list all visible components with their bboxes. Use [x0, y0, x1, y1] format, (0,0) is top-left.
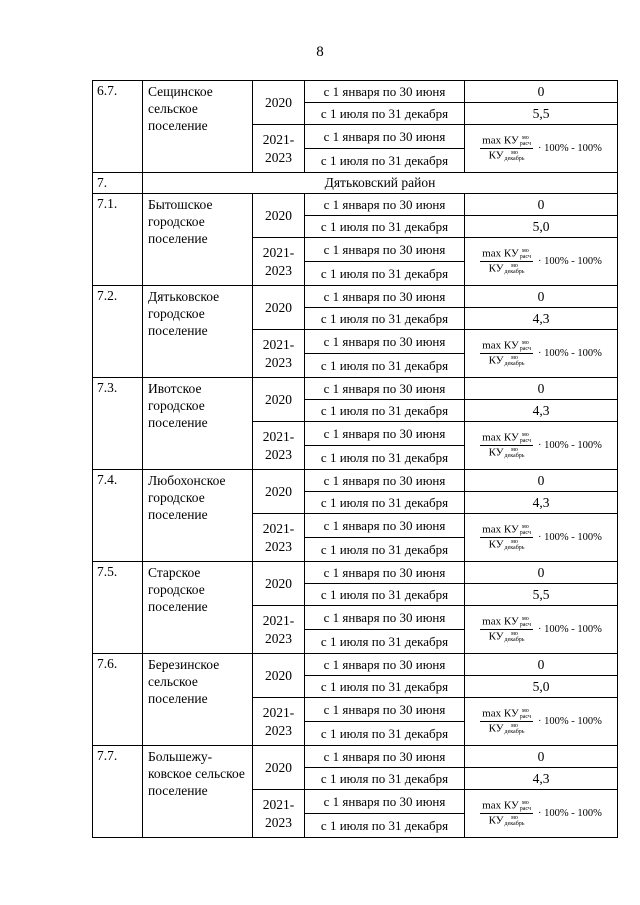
period-h1: с 1 января по 30 июня — [305, 514, 465, 538]
formula-sub: декабрь — [504, 156, 525, 162]
formula-fraction — [480, 135, 533, 162]
period-h1: с 1 января по 30 июня — [305, 125, 465, 149]
formula-cell — [465, 422, 618, 470]
formula-sup: мо — [521, 135, 529, 141]
period-h1: с 1 января по 30 июня — [305, 286, 465, 308]
formula-cell — [465, 330, 618, 378]
formula-indices — [505, 355, 525, 367]
value-h1: 0 — [465, 286, 618, 308]
formula-sub: расч — [519, 622, 531, 628]
formula-indices — [505, 723, 525, 735]
formula-sup: мо — [511, 150, 518, 156]
value-h1: 0 — [465, 470, 618, 492]
formula-max: max — [482, 134, 502, 147]
year-2020: 2020 — [253, 746, 305, 790]
formula-tail: · 100% - 100% — [537, 532, 602, 543]
formula-sub: декабрь — [504, 821, 525, 827]
year-2020: 2020 — [253, 378, 305, 422]
formula-numerator — [480, 135, 533, 149]
formula-cell — [465, 606, 618, 654]
year-2021-2023: 2021-2023 — [253, 606, 305, 654]
formula-indices — [520, 248, 531, 260]
settlement-number: 7.3. — [93, 378, 143, 470]
settlement-name: Ивотское городское поселение — [143, 378, 253, 470]
index-formula — [465, 520, 617, 555]
formula-denominator — [489, 262, 525, 275]
value-h2: 4,3 — [465, 492, 618, 514]
settlement-name: Старское городское поселение — [143, 562, 253, 654]
formula-indices — [505, 815, 525, 827]
formula-indices — [505, 263, 525, 275]
formula-tail: · 100% - 100% — [537, 808, 602, 819]
year-2020: 2020 — [253, 194, 305, 238]
period-h1: с 1 января по 30 июня — [305, 698, 465, 722]
period-h2: с 1 июля по 31 декабря — [305, 584, 465, 606]
settlement-name: Любохонское городское поселение — [143, 470, 253, 562]
formula-numerator — [480, 800, 533, 814]
index-formula — [465, 704, 617, 739]
formula-fraction — [480, 708, 533, 735]
period-h1: с 1 января по 30 июня — [305, 194, 465, 216]
formula-cell — [465, 238, 618, 286]
formula-sub: расч — [519, 806, 531, 812]
formula-fraction — [480, 432, 533, 459]
formula-sup: мо — [511, 815, 518, 821]
year-2021-2023: 2021-2023 — [253, 514, 305, 562]
district-name: Дятьковский район — [143, 173, 618, 194]
formula-sup: мо — [511, 447, 518, 453]
formula-fraction — [480, 800, 533, 827]
formula-ku: КУ — [503, 339, 519, 352]
formula-tail: · 100% - 100% — [537, 716, 602, 727]
period-h2: с 1 июля по 31 декабря — [305, 400, 465, 422]
formula-sup: мо — [521, 432, 529, 438]
formula-indices — [520, 524, 531, 536]
formula-sup: мо — [511, 263, 518, 269]
value-h2: 4,3 — [465, 768, 618, 790]
formula-denominator — [489, 149, 525, 162]
formula-ku: КУ — [488, 630, 504, 643]
period-h1: с 1 января по 30 июня — [305, 470, 465, 492]
settlement-number: 6.7. — [93, 81, 143, 173]
period-h1: с 1 января по 30 июня — [305, 422, 465, 446]
value-h1: 0 — [465, 746, 618, 768]
formula-max: max — [482, 799, 502, 812]
formula-indices — [505, 631, 525, 643]
period-h2: с 1 июля по 31 декабря — [305, 262, 465, 286]
formula-tail: · 100% - 100% — [537, 624, 602, 635]
period-h2: с 1 июля по 31 декабря — [305, 538, 465, 562]
value-h2: 5,0 — [465, 676, 618, 698]
period-h2: с 1 июля по 31 декабря — [305, 814, 465, 838]
formula-denominator — [489, 630, 525, 643]
formula-ku: КУ — [503, 523, 519, 536]
formula-numerator — [480, 616, 533, 630]
settlement-name: Бытошское городское поселение — [143, 194, 253, 286]
tariff-table — [92, 80, 618, 838]
formula-ku: КУ — [488, 538, 504, 551]
index-formula — [465, 612, 617, 647]
formula-max: max — [482, 247, 502, 260]
index-formula — [465, 796, 617, 831]
period-h1: с 1 января по 30 июня — [305, 654, 465, 676]
formula-numerator — [480, 248, 533, 262]
formula-sup: мо — [521, 616, 529, 622]
formula-sub: декабрь — [504, 453, 525, 459]
formula-fraction — [480, 616, 533, 643]
formula-sub: декабрь — [504, 729, 525, 735]
settlement-name: Большежу-ковское сельское поселение — [143, 746, 253, 838]
formula-ku: КУ — [488, 149, 504, 162]
formula-sup: мо — [521, 708, 529, 714]
table-row — [93, 286, 618, 308]
formula-numerator — [480, 340, 533, 354]
period-h1: с 1 января по 30 июня — [305, 378, 465, 400]
period-h2: с 1 июля по 31 декабря — [305, 354, 465, 378]
settlement-number: 7.7. — [93, 746, 143, 838]
formula-denominator — [489, 446, 525, 459]
table-row — [93, 81, 618, 103]
year-2020: 2020 — [253, 286, 305, 330]
period-h2: с 1 июля по 31 декабря — [305, 103, 465, 125]
settlement-number: 7.2. — [93, 286, 143, 378]
settlement-name: Сещинское сельское поселение — [143, 81, 253, 173]
formula-max: max — [482, 339, 502, 352]
formula-tail: · 100% - 100% — [537, 143, 602, 154]
formula-indices — [520, 800, 531, 812]
settlement-number: 7.5. — [93, 562, 143, 654]
formula-ku: КУ — [488, 446, 504, 459]
year-2020: 2020 — [253, 81, 305, 125]
value-h1: 0 — [465, 378, 618, 400]
table-row — [93, 746, 618, 768]
formula-ku: КУ — [488, 722, 504, 735]
formula-sub: расч — [519, 714, 531, 720]
formula-sup: мо — [511, 355, 518, 361]
table-row — [93, 378, 618, 400]
period-h2: с 1 июля по 31 декабря — [305, 308, 465, 330]
year-2020: 2020 — [253, 470, 305, 514]
formula-ku: КУ — [503, 799, 519, 812]
settlement-number: 7.4. — [93, 470, 143, 562]
formula-sub: расч — [519, 438, 531, 444]
value-h2: 4,3 — [465, 400, 618, 422]
table-row — [93, 194, 618, 216]
year-2020: 2020 — [253, 562, 305, 606]
period-h2: с 1 июля по 31 декабря — [305, 768, 465, 790]
year-2021-2023: 2021-2023 — [253, 330, 305, 378]
year-2021-2023: 2021-2023 — [253, 790, 305, 838]
formula-ku: КУ — [503, 247, 519, 260]
year-2020: 2020 — [253, 654, 305, 698]
formula-ku: КУ — [488, 354, 504, 367]
year-2021-2023: 2021-2023 — [253, 422, 305, 470]
formula-tail: · 100% - 100% — [537, 256, 602, 267]
table-row — [93, 470, 618, 492]
formula-denominator — [489, 354, 525, 367]
formula-cell — [465, 125, 618, 173]
formula-ku: КУ — [503, 707, 519, 720]
value-h2: 5,5 — [465, 103, 618, 125]
formula-sup: мо — [521, 800, 529, 806]
period-h2: с 1 июля по 31 декабря — [305, 630, 465, 654]
formula-denominator — [489, 814, 525, 827]
formula-sup: мо — [511, 539, 518, 545]
formula-max: max — [482, 615, 502, 628]
formula-max: max — [482, 523, 502, 536]
period-h1: с 1 января по 30 июня — [305, 606, 465, 630]
settlement-name: Дятьковское городское поселение — [143, 286, 253, 378]
period-h2: с 1 июля по 31 декабря — [305, 722, 465, 746]
table-row — [93, 562, 618, 584]
formula-numerator — [480, 432, 533, 446]
period-h2: с 1 июля по 31 декабря — [305, 149, 465, 173]
period-h1: с 1 января по 30 июня — [305, 330, 465, 354]
formula-sub: декабрь — [504, 637, 525, 643]
district-row — [93, 173, 618, 194]
index-formula — [465, 428, 617, 463]
period-h1: с 1 января по 30 июня — [305, 790, 465, 814]
formula-ku: КУ — [488, 262, 504, 275]
year-2021-2023: 2021-2023 — [253, 125, 305, 173]
table-row — [93, 654, 618, 676]
settlement-number: 7.6. — [93, 654, 143, 746]
formula-cell — [465, 698, 618, 746]
period-h2: с 1 июля по 31 декабря — [305, 492, 465, 514]
value-h2: 4,3 — [465, 308, 618, 330]
formula-sup: мо — [511, 631, 518, 637]
formula-indices — [505, 447, 525, 459]
formula-indices — [520, 616, 531, 628]
formula-tail: · 100% - 100% — [537, 440, 602, 451]
formula-fraction — [480, 524, 533, 551]
period-h1: с 1 января по 30 июня — [305, 81, 465, 103]
year-2021-2023: 2021-2023 — [253, 698, 305, 746]
formula-ku: КУ — [488, 814, 504, 827]
period-h1: с 1 января по 30 июня — [305, 238, 465, 262]
value-h1: 0 — [465, 654, 618, 676]
formula-fraction — [480, 340, 533, 367]
formula-max: max — [482, 707, 502, 720]
formula-fraction — [480, 248, 533, 275]
formula-sub: декабрь — [504, 361, 525, 367]
period-h1: с 1 января по 30 июня — [305, 562, 465, 584]
page-number: 8 — [316, 44, 324, 60]
formula-numerator — [480, 524, 533, 538]
formula-max: max — [482, 431, 502, 444]
formula-tail: · 100% - 100% — [537, 348, 602, 359]
formula-sub: декабрь — [504, 545, 525, 551]
index-formula — [465, 131, 617, 166]
formula-indices — [520, 340, 531, 352]
index-formula — [465, 336, 617, 371]
period-h2: с 1 июля по 31 декабря — [305, 676, 465, 698]
value-h2: 5,5 — [465, 584, 618, 606]
formula-sub: расч — [519, 254, 531, 260]
formula-sub: расч — [519, 346, 531, 352]
formula-indices — [520, 432, 531, 444]
formula-ku: КУ — [503, 134, 519, 147]
formula-indices — [520, 708, 531, 720]
formula-cell — [465, 514, 618, 562]
formula-sup: мо — [521, 340, 529, 346]
period-h2: с 1 июля по 31 декабря — [305, 216, 465, 238]
index-formula — [465, 244, 617, 279]
formula-cell — [465, 790, 618, 838]
formula-sup: мо — [521, 248, 529, 254]
formula-sup: мо — [521, 524, 529, 530]
formula-indices — [520, 135, 531, 147]
table-body — [93, 81, 618, 838]
value-h1: 0 — [465, 562, 618, 584]
formula-sub: расч — [519, 530, 531, 536]
period-h2: с 1 июля по 31 декабря — [305, 446, 465, 470]
value-h2: 5,0 — [465, 216, 618, 238]
formula-denominator — [489, 722, 525, 735]
year-2021-2023: 2021-2023 — [253, 238, 305, 286]
value-h1: 0 — [465, 194, 618, 216]
settlement-number: 7.1. — [93, 194, 143, 286]
formula-numerator — [480, 708, 533, 722]
formula-sub: расч — [519, 141, 531, 147]
formula-ku: КУ — [503, 431, 519, 444]
value-h1: 0 — [465, 81, 618, 103]
formula-sub: декабрь — [504, 269, 525, 275]
formula-ku: КУ — [503, 615, 519, 628]
formula-denominator — [489, 538, 525, 551]
formula-indices — [505, 539, 525, 551]
formula-sup: мо — [511, 723, 518, 729]
period-h1: с 1 января по 30 июня — [305, 746, 465, 768]
formula-indices — [505, 150, 525, 162]
district-number: 7. — [93, 173, 143, 194]
settlement-name: Березинское сельское поселение — [143, 654, 253, 746]
